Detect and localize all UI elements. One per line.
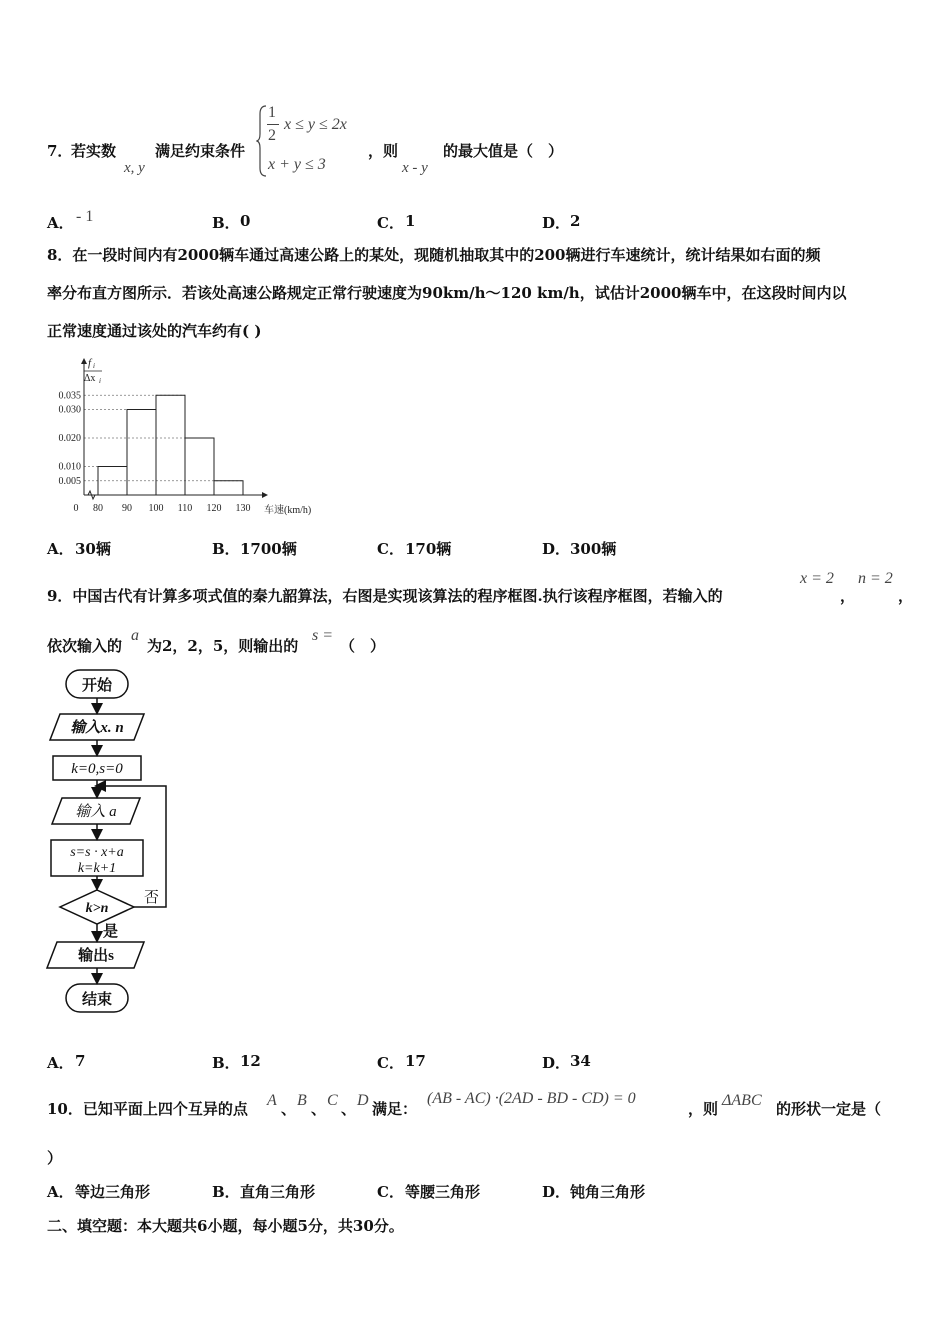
x-tick-label: 90 bbox=[122, 503, 132, 514]
q8-line-3: 正常速度通过该处的汽车约有( ) bbox=[47, 322, 262, 340]
q8-option-a-label: A． bbox=[47, 540, 74, 558]
q10-sep-3: 、 bbox=[341, 1100, 357, 1118]
y-axis-label-numerator: f bbox=[88, 357, 92, 369]
q7-option-a-value: - 1 bbox=[76, 208, 94, 225]
q7-frac-den: 2 bbox=[268, 127, 276, 144]
frequency-histogram bbox=[40, 352, 340, 522]
flow-yes-label: 是 bbox=[103, 924, 119, 940]
y-tick-label: 0.020 bbox=[58, 433, 81, 444]
flow-output-text: 输出s bbox=[78, 948, 114, 964]
q7-option-d-label: D． bbox=[542, 214, 571, 232]
q7-text-4: 的最大值是（ ） bbox=[443, 142, 564, 160]
q10-text-1: 10．已知平面上四个互异的点 bbox=[47, 1100, 248, 1118]
q10-sep-1: 、 bbox=[281, 1100, 297, 1118]
q8-line-2: 率分布直方图所示．若该处高速公路规定正常行驶速度为90km/h～120 km/h，试估计2000辆车中，在这段时间内以 bbox=[47, 284, 847, 302]
q7-option-c-value: 1 bbox=[405, 212, 416, 230]
x-axis-arrow-icon bbox=[262, 492, 268, 498]
q10-option-d-value: 钝角三角形 bbox=[570, 1183, 646, 1201]
x-axis-label: 车速(km/h) bbox=[264, 505, 312, 516]
q9-option-d-value: 34 bbox=[570, 1052, 591, 1070]
flow-input-a-text: 输入 a bbox=[75, 804, 117, 820]
q10-point-d: D bbox=[357, 1092, 369, 1109]
q9-line-2b: 为2，2，5，则输出的 bbox=[147, 637, 299, 655]
q9-line-2a: 依次输入的 bbox=[47, 637, 123, 655]
y-tick-label: 0.030 bbox=[58, 404, 81, 416]
q10-sep-2: 、 bbox=[311, 1100, 327, 1118]
q9-n-value: n = 2 bbox=[858, 570, 893, 587]
histogram-bar bbox=[185, 438, 214, 495]
q10-option-b-label: B． bbox=[212, 1183, 240, 1201]
program-flowchart bbox=[40, 662, 180, 1027]
q7-option-a-label: A． bbox=[47, 214, 74, 232]
q9-option-a-label: A． bbox=[47, 1054, 74, 1072]
q7-option-b-value: 0 bbox=[240, 212, 251, 230]
q9-line-2c: （ ） bbox=[340, 637, 386, 655]
flow-update-s-text: s=s · x+a bbox=[70, 845, 124, 860]
q10-point-a: A bbox=[267, 1092, 277, 1109]
flow-input-xn-text: 输入x. n bbox=[70, 720, 124, 736]
q9-option-a-value: 7 bbox=[75, 1052, 86, 1070]
q7-text-2: 满足约束条件 bbox=[155, 142, 246, 160]
left-brace-icon bbox=[256, 104, 268, 178]
q9-option-b-label: B． bbox=[212, 1054, 240, 1072]
q8-line-1: 8．在一段时间内有2000辆车通过高速公路上的某处，现随机抽取其中的200辆进行车速统计，统计结果如右面的频 bbox=[47, 246, 821, 264]
q9-var-a: a bbox=[131, 627, 139, 644]
q10-vector-equation: (AB - AC) ·(2AD - BD - CD) = 0 bbox=[427, 1090, 636, 1107]
q10-text-2: 满足： bbox=[372, 1100, 418, 1118]
q10-option-b-value: 直角三角形 bbox=[240, 1183, 316, 1201]
flow-no-label: 否 bbox=[144, 890, 160, 906]
q8-option-b-value: 1700辆 bbox=[240, 540, 297, 558]
q8-option-c-value: 170辆 bbox=[405, 540, 452, 558]
q8-option-c-label: C． bbox=[377, 540, 404, 558]
q7-frac-bar bbox=[267, 124, 279, 125]
flow-start-text: 开始 bbox=[81, 678, 113, 694]
x-tick-label: 120 bbox=[206, 503, 222, 514]
histogram-bar bbox=[127, 410, 156, 496]
q9-option-c-value: 17 bbox=[405, 1052, 426, 1070]
q7-constraint-1: x ≤ y ≤ 2x bbox=[284, 116, 347, 133]
x-tick-label: 100 bbox=[148, 503, 164, 514]
q9-sep: ， bbox=[840, 587, 856, 605]
x-tick-label: 110 bbox=[177, 503, 193, 514]
x-tick-label: 80 bbox=[93, 503, 103, 514]
q8-option-a-value: 30辆 bbox=[75, 540, 111, 558]
section-2-heading: 二、填空题：本大题共6小题，每小题5分，共30分。 bbox=[47, 1217, 404, 1235]
flow-end-text: 结束 bbox=[81, 992, 113, 1008]
q7-text-3: ，则 bbox=[368, 142, 399, 160]
q9-line-1: 9．中国古代有计算多项式值的秦九韶算法，右图是实现该算法的程序框图.执行该程序框图，若输入的 bbox=[47, 587, 723, 605]
q9-option-d-label: D． bbox=[542, 1054, 571, 1072]
q9-s-value: s = bbox=[312, 627, 334, 644]
q10-option-c-label: C． bbox=[377, 1183, 404, 1201]
q7-option-d-value: 2 bbox=[570, 212, 581, 230]
q8-option-d-label: D． bbox=[542, 540, 571, 558]
flow-condition-text: k>n bbox=[85, 901, 109, 916]
q9-x-value: x = 2 bbox=[800, 570, 834, 587]
q7-constraint-2: x + y ≤ 3 bbox=[268, 156, 326, 173]
histogram-bar bbox=[214, 481, 243, 495]
q7-option-b-label: B． bbox=[212, 214, 240, 232]
q10-option-a-value: 等边三角形 bbox=[75, 1183, 151, 1201]
flow-init-text: k=0,s=0 bbox=[71, 761, 123, 777]
y-axis-label-denominator-sub: i bbox=[99, 377, 101, 385]
flow-update-k-text: k=k+1 bbox=[77, 861, 117, 876]
q10-text-5: ） bbox=[47, 1149, 63, 1167]
q10-text-4: 的形状一定是（ bbox=[776, 1100, 882, 1118]
q7-frac-num: 1 bbox=[268, 104, 276, 121]
q9-option-c-label: C． bbox=[377, 1054, 404, 1072]
q10-triangle: ΔABC bbox=[722, 1092, 762, 1109]
q7-number: 7． bbox=[47, 142, 73, 160]
y-tick-label: 0.035 bbox=[58, 390, 81, 402]
q8-option-b-label: B． bbox=[212, 540, 240, 558]
q10-point-c: C bbox=[327, 1092, 338, 1109]
x-tick-label: 130 bbox=[235, 503, 251, 514]
q9-option-b-value: 12 bbox=[240, 1052, 261, 1070]
q7-vars: x, y bbox=[124, 160, 145, 176]
y-tick-label: 0.010 bbox=[58, 461, 81, 473]
q7-option-c-label: C． bbox=[377, 214, 404, 232]
y-axis-label-numerator-sub: i bbox=[93, 362, 95, 370]
q10-option-c-value: 等腰三角形 bbox=[405, 1183, 481, 1201]
y-tick-label: 0.005 bbox=[58, 475, 81, 487]
histogram-bar bbox=[156, 395, 185, 495]
x-tick-label: 0 bbox=[73, 503, 79, 514]
q7-text-1: 若实数 bbox=[71, 142, 117, 160]
q7-expression: x - y bbox=[402, 160, 428, 176]
q8-option-d-value: 300辆 bbox=[570, 540, 617, 558]
q10-option-d-label: D． bbox=[542, 1183, 571, 1201]
q10-option-a-label: A． bbox=[47, 1183, 74, 1201]
q10-text-3: ，则 bbox=[688, 1100, 719, 1118]
y-axis-label-denominator: Δx bbox=[84, 373, 96, 384]
q9-comma: ， bbox=[898, 587, 914, 605]
q10-point-b: B bbox=[297, 1092, 307, 1109]
y-axis-arrow-icon bbox=[81, 358, 87, 364]
